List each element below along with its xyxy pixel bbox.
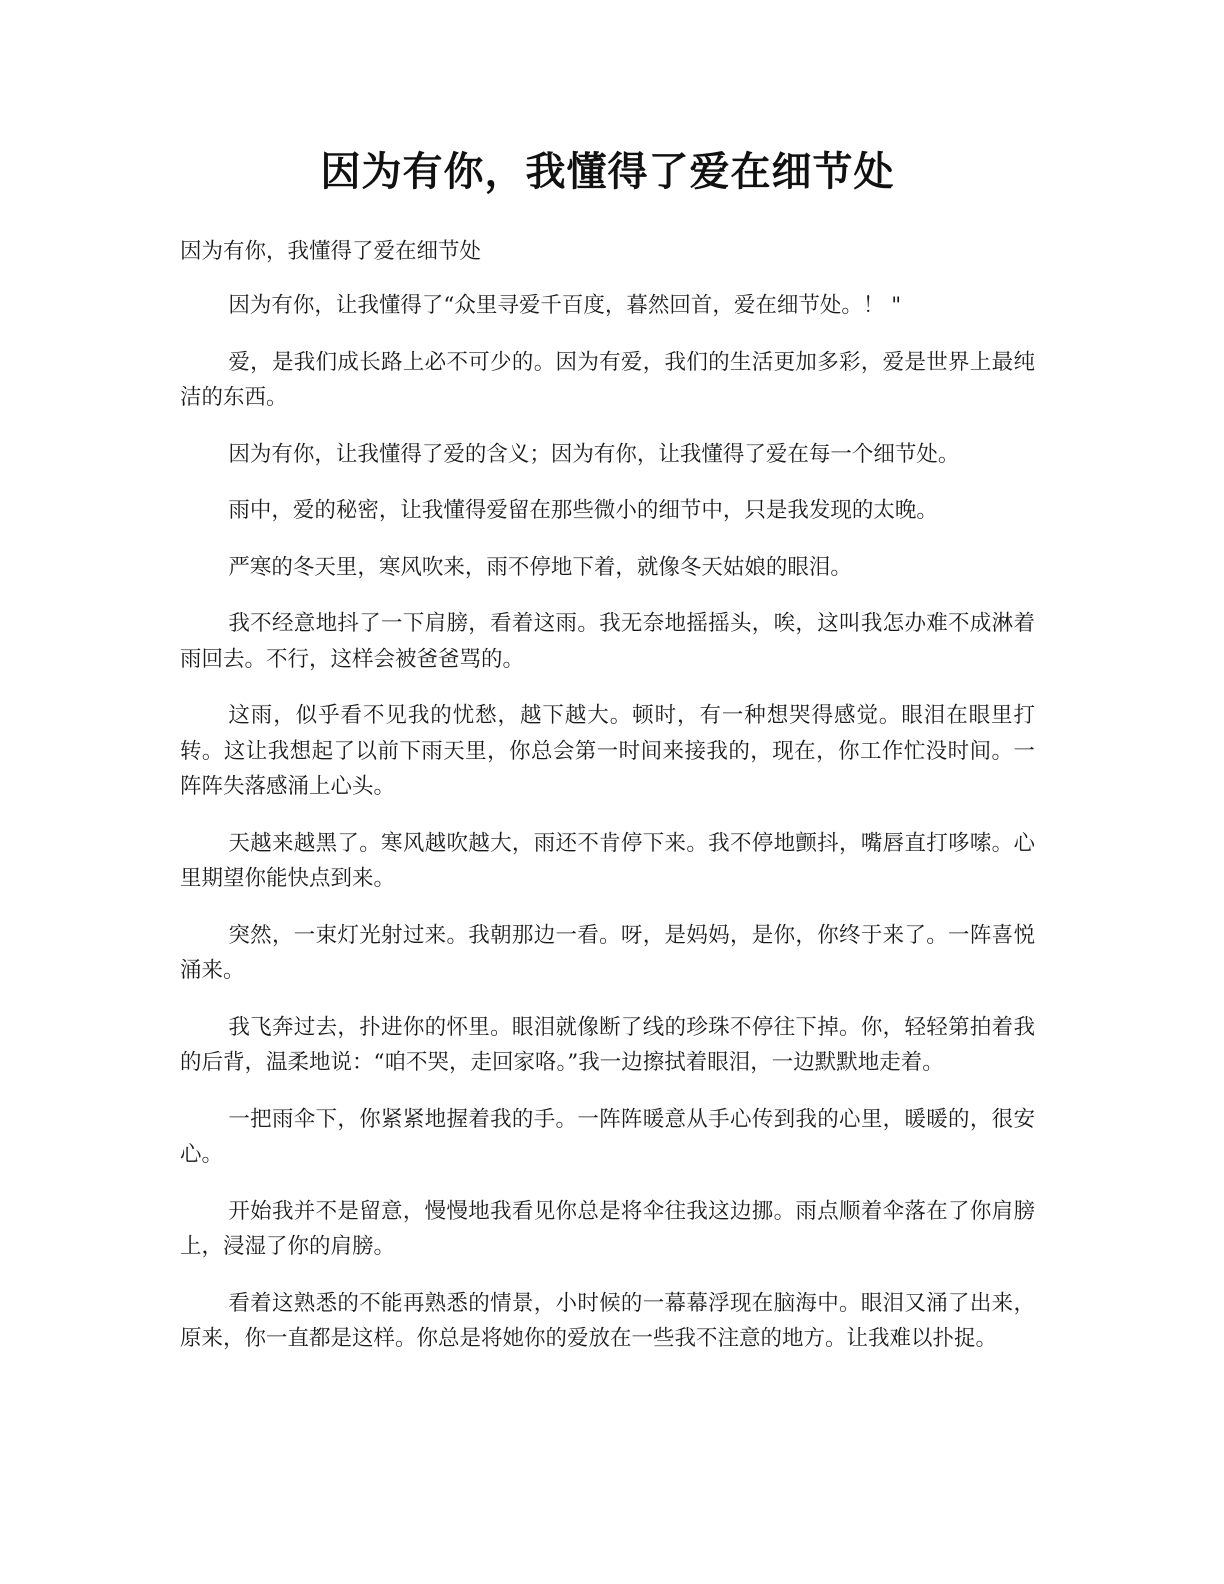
document-title: 因为有你，我懂得了爱在细节处 <box>320 148 895 195</box>
paragraph-5: 严寒的冬天里，寒风吹来，雨不停地下着，就像冬天姑娘的眼泪。 <box>228 554 852 580</box>
paragraph-9: 突然，一束灯光射过来。我朝那边一看。呀，是妈妈，是你，你终于来了。一阵喜悦涌来。 <box>180 922 1035 983</box>
paragraph-10: 我飞奔过去，扑进你的怀里。眼泪就像断了线的珍珠不停往下掉。你，轻轻第拍着我的后背，温柔地说：“咱不哭，走回家咯。”我一边擦拭着眼泪，一边默默地走着。 <box>180 1014 1035 1075</box>
paragraph-7: 这雨，似乎看不见我的忧愁，越下越大。顿时，有一种想哭得感觉。眼泪在眼里打转。这让我想起了以前下雨天里，你总会第一时间来接我的，现在，你工作忙没时间。一阵阵失落感涌上心头。 <box>180 703 1035 799</box>
document-subtitle: 因为有你，我懂得了爱在细节处 <box>180 239 482 264</box>
paragraph-2: 爱，是我们成长路上必不可少的。因为有爱，我们的生活更加多彩，爱是世界上最纯洁的东西。 <box>180 349 1035 410</box>
paragraph-13: 看着这熟悉的不能再熟悉的情景，小时候的一幕幕浮现在脑海中。眼泪又涌了出来，原来，你一直都是这样。你总是将她你的爱放在一些我不注意的地方。让我难以扑捉。 <box>180 1290 1035 1351</box>
paragraph-12: 开始我并不是留意，慢慢地我看见你总是将伞往我这边挪。雨点顺着伞落在了你肩膀上，浸湿了你的肩膀。 <box>180 1198 1035 1259</box>
paragraph-4: 雨中，爱的秘密，让我懂得爱留在那些微小的细节中，只是我发现的太晚。 <box>228 498 938 523</box>
document-page <box>180 138 1035 1378</box>
paragraph-1: 因为有你，让我懂得了“众里寻爱千百度，暮然回首，爱在细节处。！ " <box>228 293 902 318</box>
paragraph-8: 天越来越黑了。寒风越吹越大，雨还不肯停下来。我不停地颤抖，嘴唇直打哆嗦。心里期望你能快点到来。 <box>180 830 1035 891</box>
paragraph-6: 我不经意地抖了一下肩膀，看着这雨。我无奈地摇摇头，唉，这叫我怎办难不成淋着雨回去。不行，这样会被爸爸骂的。 <box>180 611 1035 672</box>
paragraph-11: 一把雨伞下，你紧紧地握着我的手。一阵阵暖意从手心传到我的心里，暖暖的，很安心。 <box>180 1106 1035 1167</box>
paragraph-3: 因为有你，让我懂得了爱的含义；因为有你，让我懂得了爱在每一个细节处。 <box>228 441 960 467</box>
